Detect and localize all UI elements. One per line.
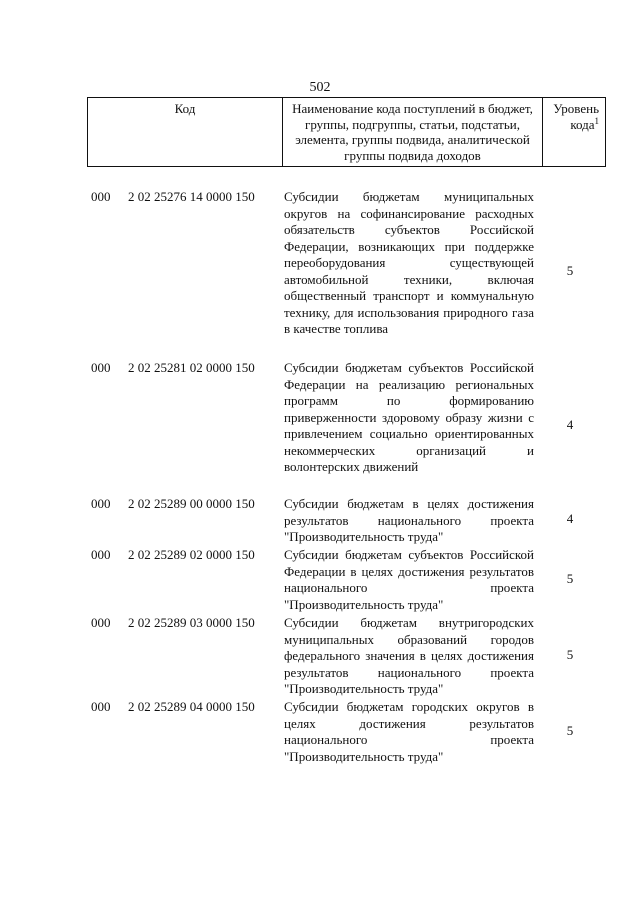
row-code: 2 02 25289 04 0000 150 <box>128 699 255 714</box>
row-level: 5 <box>566 571 574 586</box>
header-name <box>283 98 543 167</box>
row-code: 2 02 25289 02 0000 150 <box>128 547 255 562</box>
row-code: 2 02 25289 00 0000 150 <box>128 496 255 511</box>
row-code: 2 02 25276 14 0000 150 <box>128 189 255 204</box>
row-code: 2 02 25289 03 0000 150 <box>128 615 255 630</box>
row-name: Субсидии бюджетам субъектов Российской Федерации на реализацию региональных программ по формированию приверженности здоровому образу жизни с привлечением социально ориентированных некоммерческих организаций и волонтерских движений <box>284 360 534 474</box>
row-prefix: 000 <box>91 189 111 204</box>
row-name: Субсидии бюджетам в целях достижения результатов национального проекта "Производительность труда" <box>284 496 534 544</box>
row-level: 5 <box>566 263 574 278</box>
row-level: 4 <box>566 417 574 432</box>
header-level <box>543 98 606 167</box>
row-code: 2 02 25281 02 0000 150 <box>128 360 255 375</box>
header-name-label: Наименование кода поступлений в бюджет, группы, подгруппы, статьи, подстатьи, элемента, группы подвида, аналитической группы подвида доходов <box>292 101 533 163</box>
row-level: 5 <box>566 723 574 738</box>
row-name: Субсидии бюджетам городских округов в целях достижения результатов национального проекта "Производительность труда" <box>284 699 534 764</box>
row-name: Субсидии бюджетам субъектов Российской Федерации в целях достижения результатов национального проекта "Производительность труда" <box>284 547 534 612</box>
row-prefix: 000 <box>91 699 111 714</box>
header-table <box>87 97 606 167</box>
header-code-label: Код <box>174 101 196 116</box>
page-number: 502 <box>309 80 331 95</box>
row-level: 5 <box>566 647 574 662</box>
row-prefix: 000 <box>91 547 111 562</box>
row-prefix: 000 <box>91 496 111 511</box>
row-prefix: 000 <box>91 615 111 630</box>
row-name: Субсидии бюджетам муниципальных округов на софинансирование расходных обязательств субъектов Российской Федерации, возникающих при поддержке переоборудования существующей автомобильной техники, включая общественный транспорт и коммунальную технику, для использования природного газа в качестве топлива <box>284 189 534 336</box>
header-row <box>88 98 606 167</box>
row-name: Субсидии бюджетам внутригородских муниципальных образований городов федерального значения в целях достижения результатов национального проекта "Производительность труда" <box>284 615 534 696</box>
header-level-label: Уровень кода <box>553 101 599 132</box>
row-prefix: 000 <box>91 360 111 375</box>
header-code <box>88 98 283 167</box>
header-level-footnote: 1 <box>594 115 599 126</box>
row-level: 4 <box>566 511 574 526</box>
